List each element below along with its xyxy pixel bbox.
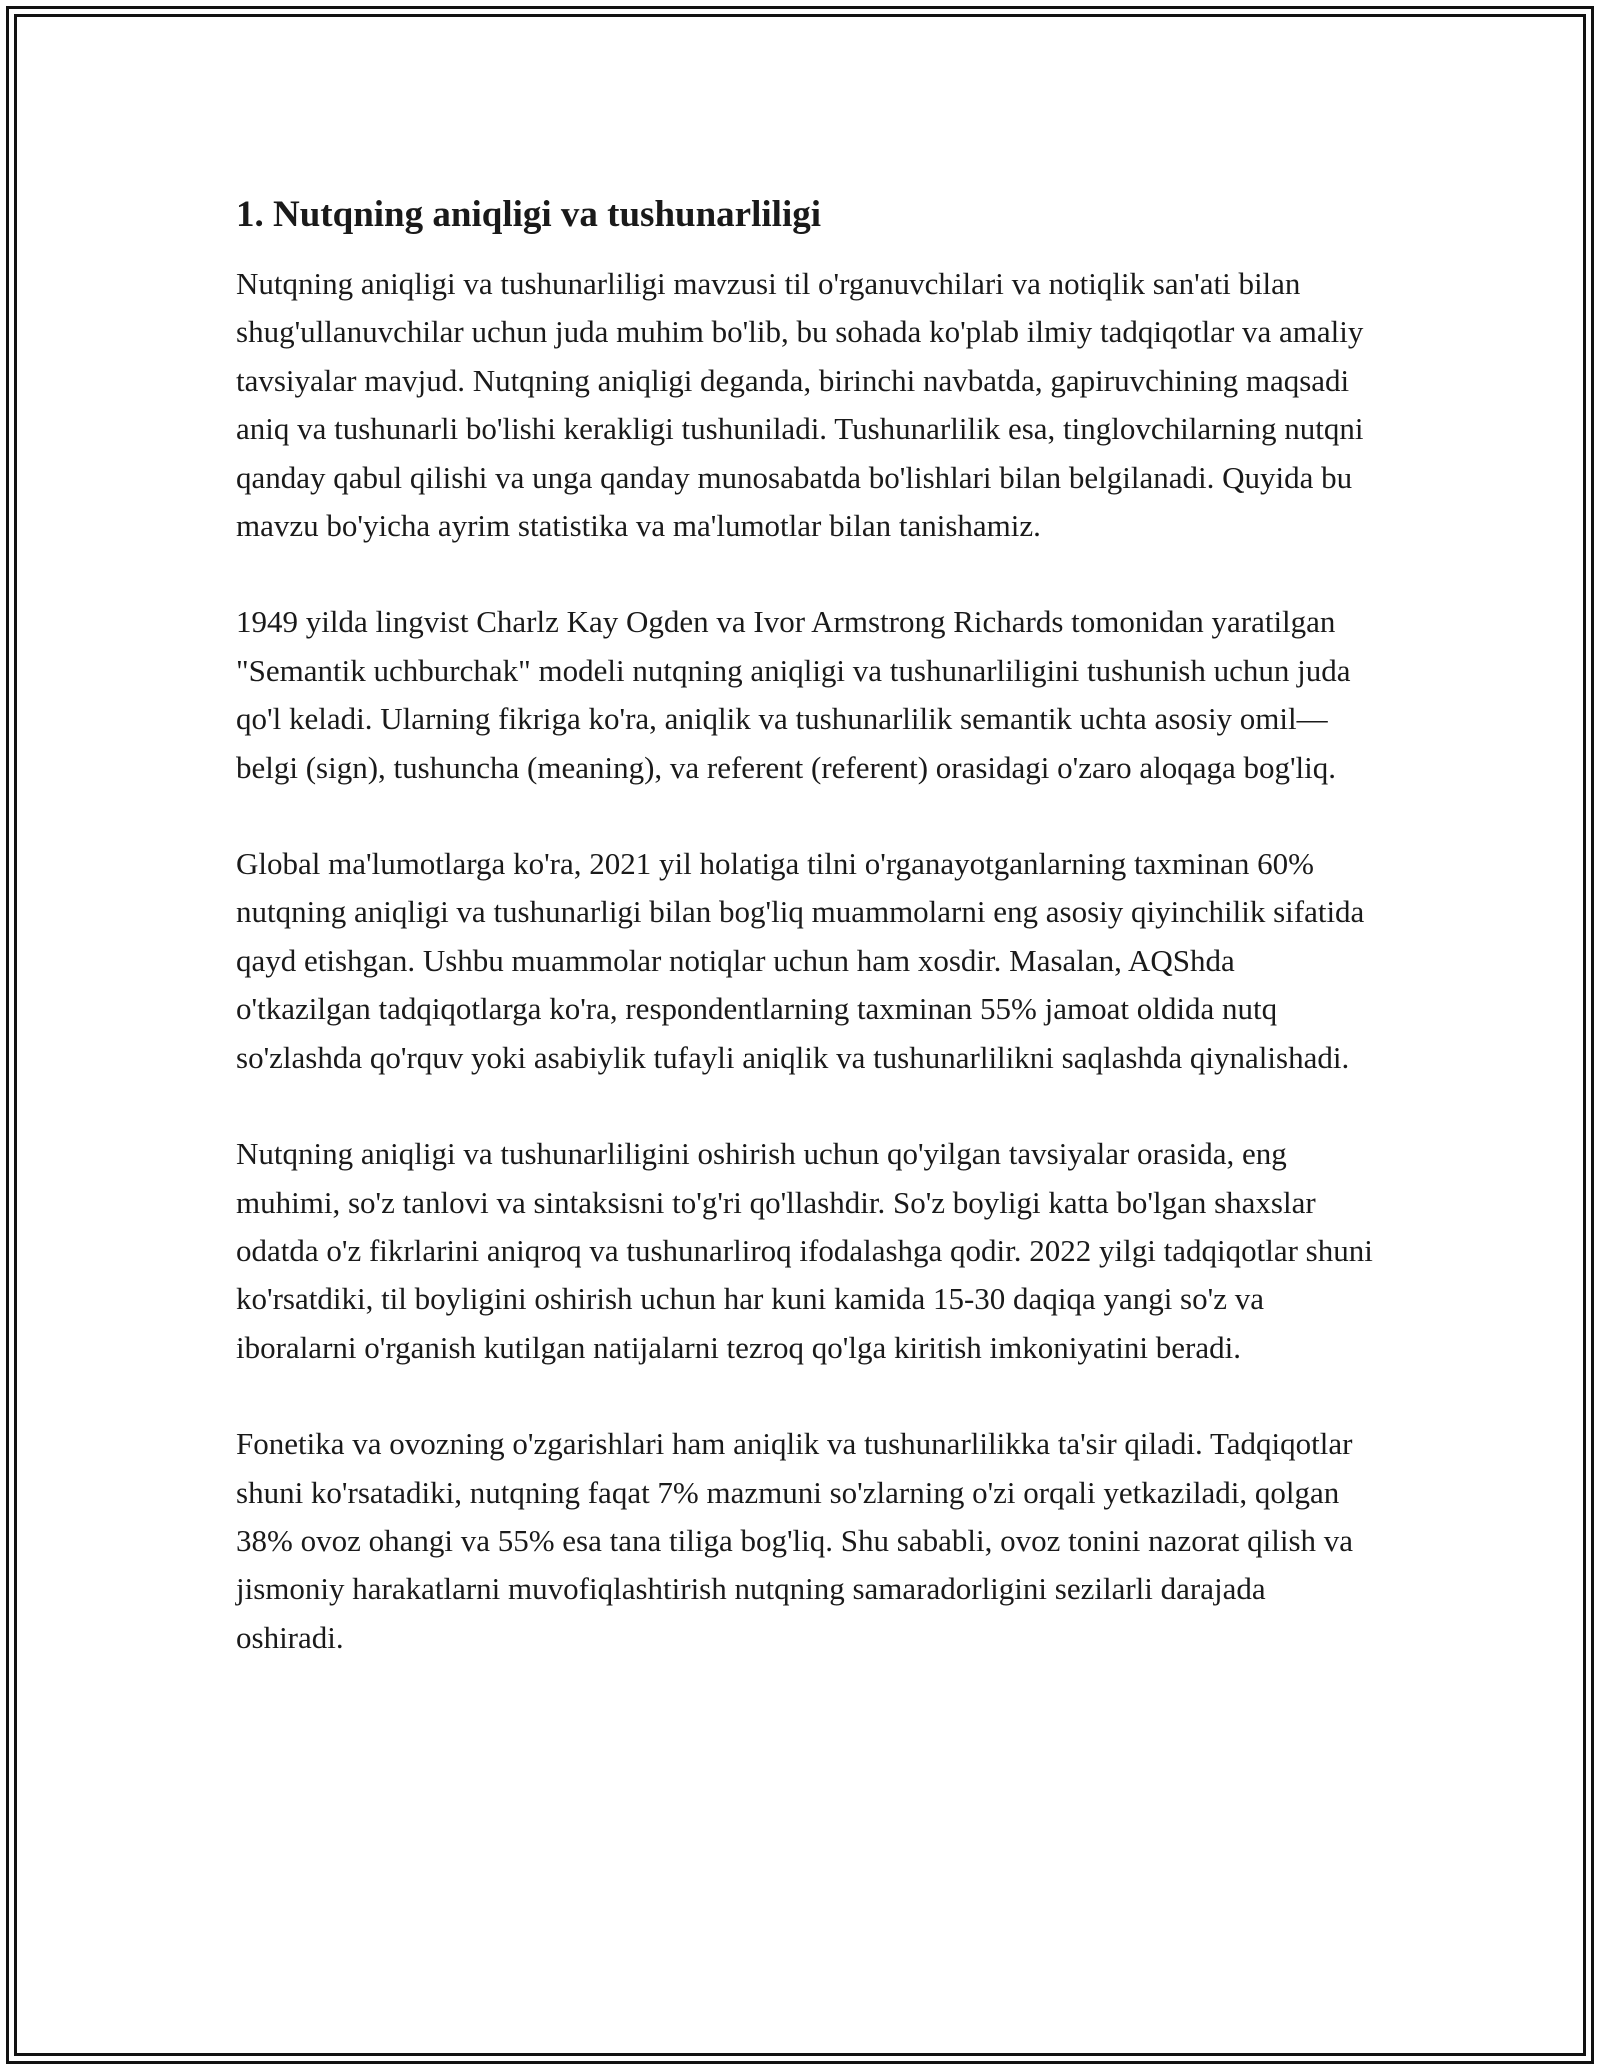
paragraph-semantic-triangle: 1949 yilda lingvist Charlz Kay Ogden va Ivor Armstrong Richards tomonidan yaratilgan "Semantik uchburchak" modeli nutqning aniqligi va tushunarliligini tushunish uchun juda qo'l keladi. Ularning fikriga ko'ra, aniqlik va tushunarlilik semantik uchta asosiy omil—belgi (sign), tushuncha (meaning), va referent (referent) orasidagi o'zaro aloqaga bog'liq. [236,604,1351,785]
paragraph-recommendations: Nutqning aniqligi va tushunarliligini oshirish uchun qo'yilgan tavsiyalar orasida, eng muhimi, so'z tanlovi va sintaksisni to'g'ri qo'llashdir. So'z boyligi katta bo'lgan shaxslar odatda o'z fikrlarini aniqroq va tushunarliroq ifodalashga qodir. 2022 yilgi tadqiqotlar shuni ko'rsatdiki, til boyligini oshirish uchun har kuni kamida 15-30 daqiqa yangi so'z va iboralarni o'rganish kutilgan natijalarni tezroq qo'lga kiritish imkoniyatini beradi. [236,1136,1373,1365]
section-heading: 1. Nutqning aniqligi va tushunarliligi [236,194,822,235]
paragraph-intro: Nutqning aniqligi va tushunarliligi mavzusi til o'rganuvchilari va notiqlik san'ati bilan shug'ullanuvchilar uchun juda muhim bo'lib, bu sohada ko'plab ilmiy tadqiqotlar va amaliy tavsiyalar mavjud. Nutqning aniqligi deganda, birinchi navbatda, gapiruvchining maqsadi aniq va tushunarli bo'lishi kerakligi tushuniladi. Tushunarlilik esa, tinglovchilarning nutqni qanday qabul qilishi va unga qanday munosabatda bo'lishlari bilan belgilanadi. Quyida bu mavzu bo'yicha ayrim statistika va ma'lumotlar bilan tanishamiz. [236,266,1364,544]
paragraph-global-statistics: Global ma'lumotlarga ko'ra, 2021 yil holatiga tilni o'rganayotganlarning taxminan 60% nutqning aniqligi va tushunarligi bilan bog'liq muammolarni eng asosiy qiyinchilik sifatida qayd etishgan. Ushbu muammolar notiqlar uchun ham xosdir. Masalan, AQShda o'tkazilgan tadqiqotlarga ko'ra, respondentlarning taxminan 55% jamoat oldida nutq so'zlashda qo'rquv yoki asabiylik tufayli aniqlik va tushunarlilikni saqlashda qiynalishadi. [236,846,1365,1075]
document-body [236,190,1376,1662]
paragraph-phonetics: Fonetika va ovozning o'zgarishlari ham aniqlik va tushunarlilikka ta'sir qiladi. Tadqiqotlar shuni ko'rsatadiki, nutqning faqat 7% mazmuni so'zlarning o'zi orqali yetkaziladi, qolgan 38% ovoz ohangi va 55% esa tana tiliga bog'liq. Shu sababli, ovoz tonini nazorat qilish va jismoniy harakatlarni muvofiqlashtirish nutqning samaradorligini sezilarli darajada oshiradi. [236,1426,1354,1655]
